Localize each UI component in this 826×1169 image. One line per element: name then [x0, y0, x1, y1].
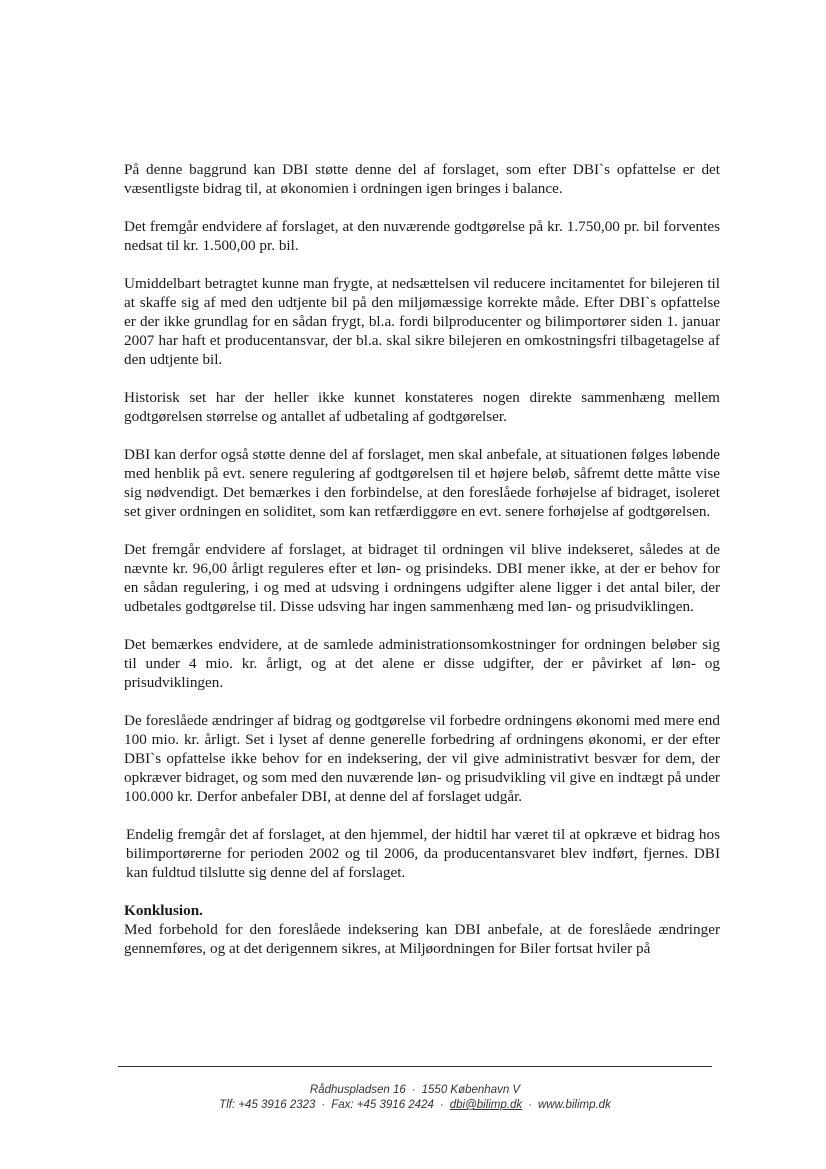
footer-email-link[interactable]: dbi@bilimp.dk	[449, 1099, 523, 1111]
paragraph-7: Det bemærkes endvidere, at de samlede administrationsomkostninger for ordningen beløber sig til under 4 mio. kr. årligt, og at det alene er disse udgifter, der er påvirket af løn- og prisudviklingen.	[124, 636, 720, 691]
footer-street: Rådhuspladsen 16	[309, 1084, 406, 1096]
paragraph-2: Det fremgår endvidere af forslaget, at den nuværende godtgørelse på kr. 1.750,00 pr. bil forventes nedsat til kr. 1.500,00 pr. bil.	[124, 218, 720, 254]
paragraph-8: De foreslåede ændringer af bidrag og godtgørelse vil forbedre ordningens økonomi med mere end 100 mio. kr. årligt. Set i lyset af denne generelle forbedring af ordningens økonomi, er der efter DBI`s opfattelse ikke behov for en indeksering, der vil give administrativt besvær for dem, der opkræver bidraget, og som med den nuværende løn- og prisudvikling vil give en indtægt på under 100.000 kr. Derfor anbefaler DBI, at denne del af forslaget udgår.	[124, 712, 720, 805]
footer-contact	[118, 1099, 712, 1111]
paragraph-3: Umiddelbart betragtet kunne man frygte, at nedsættelsen vil reducere incitamentet for bilejeren til at skaffe sig af med den udtjente bil på den miljømæssige korrekte måde. Efter DBI`s opfattelse er der ikke grundlag for en sådan frygt, bl.a. fordi bilproducenter og bilimportører siden 1. januar 2007 har haft et producentansvar, der bl.a. skal sikre bilejeren en omkostningsfri tilbagetagelse af den udtjente bil.	[124, 275, 720, 368]
footer-address	[118, 1084, 712, 1096]
footer-separator: ·	[411, 1084, 416, 1096]
footer-phone: Tlf: +45 3916 2323	[219, 1099, 316, 1111]
paragraph-9: Endelig fremgår det af forslaget, at den hjemmel, der hidtil har været til at opkræve et bidrag hos bilimportørerne for perioden 2002 og til 2006, da producentansvaret blev indført, fjernes. DBI kan fuldtud tilslutte sig denne del af forslaget.	[126, 826, 720, 881]
footer-divider	[118, 1066, 712, 1067]
paragraph-5: DBI kan derfor også støtte denne del af forslaget, men skal anbefale, at situationen følges løbende med henblik på evt. senere regulering af godtgørelsen til et højere beløb, såfremt dette måtte vise sig nødvendigt. Det bemærkes i den forbindelse, at den foreslåede forhøjelse af bidraget, isoleret set giver ordningen en soliditet, som kan retfærdiggøre en evt. senere forhøjelse af godtgørelsen.	[124, 446, 720, 520]
footer-separator: ·	[321, 1099, 326, 1111]
footer-separator: ·	[439, 1099, 444, 1111]
footer-website-link[interactable]: www.bilimp.dk	[537, 1099, 611, 1111]
paragraph-6: Det fremgår endvidere af forslaget, at bidraget til ordningen vil blive indekseret, således at de nævnte kr. 96,00 årligt reguleres efter et løn- og prisindeks. DBI mener ikke, at der er behov for en sådan regulering, i og med at udsving i ordningens udgifter alene ligger i det antal biler, der udbetales godtgørelse til. Disse udsving har ingen sammenhæng med løn- og prisudviklingen.	[124, 541, 720, 615]
footer-fax: Fax: +45 3916 2424	[331, 1099, 434, 1111]
conclusion-text: Med forbehold for den foreslåede indeksering kan DBI anbefale, at de foreslåede ændringer gennemføres, og at det derigennem sikres, at Miljøordningen for Biler fortsat hviler på	[124, 921, 720, 957]
conclusion-heading: Konklusion.	[124, 902, 203, 919]
footer-separator: ·	[528, 1099, 532, 1111]
letter-body	[124, 160, 720, 958]
footer-city: 1550 København V	[421, 1084, 521, 1096]
paragraph-4: Historisk set har der heller ikke kunnet konstateres nogen direkte sammenhæng mellem godtgørelsen størrelse og antallet af udbetaling af godtgørelser.	[124, 389, 720, 425]
paragraph-1: På denne baggrund kan DBI støtte denne del af forslaget, som efter DBI`s opfattelse er det væsentligste bidrag til, at økonomien i ordningen igen bringes i balance.	[124, 161, 720, 197]
